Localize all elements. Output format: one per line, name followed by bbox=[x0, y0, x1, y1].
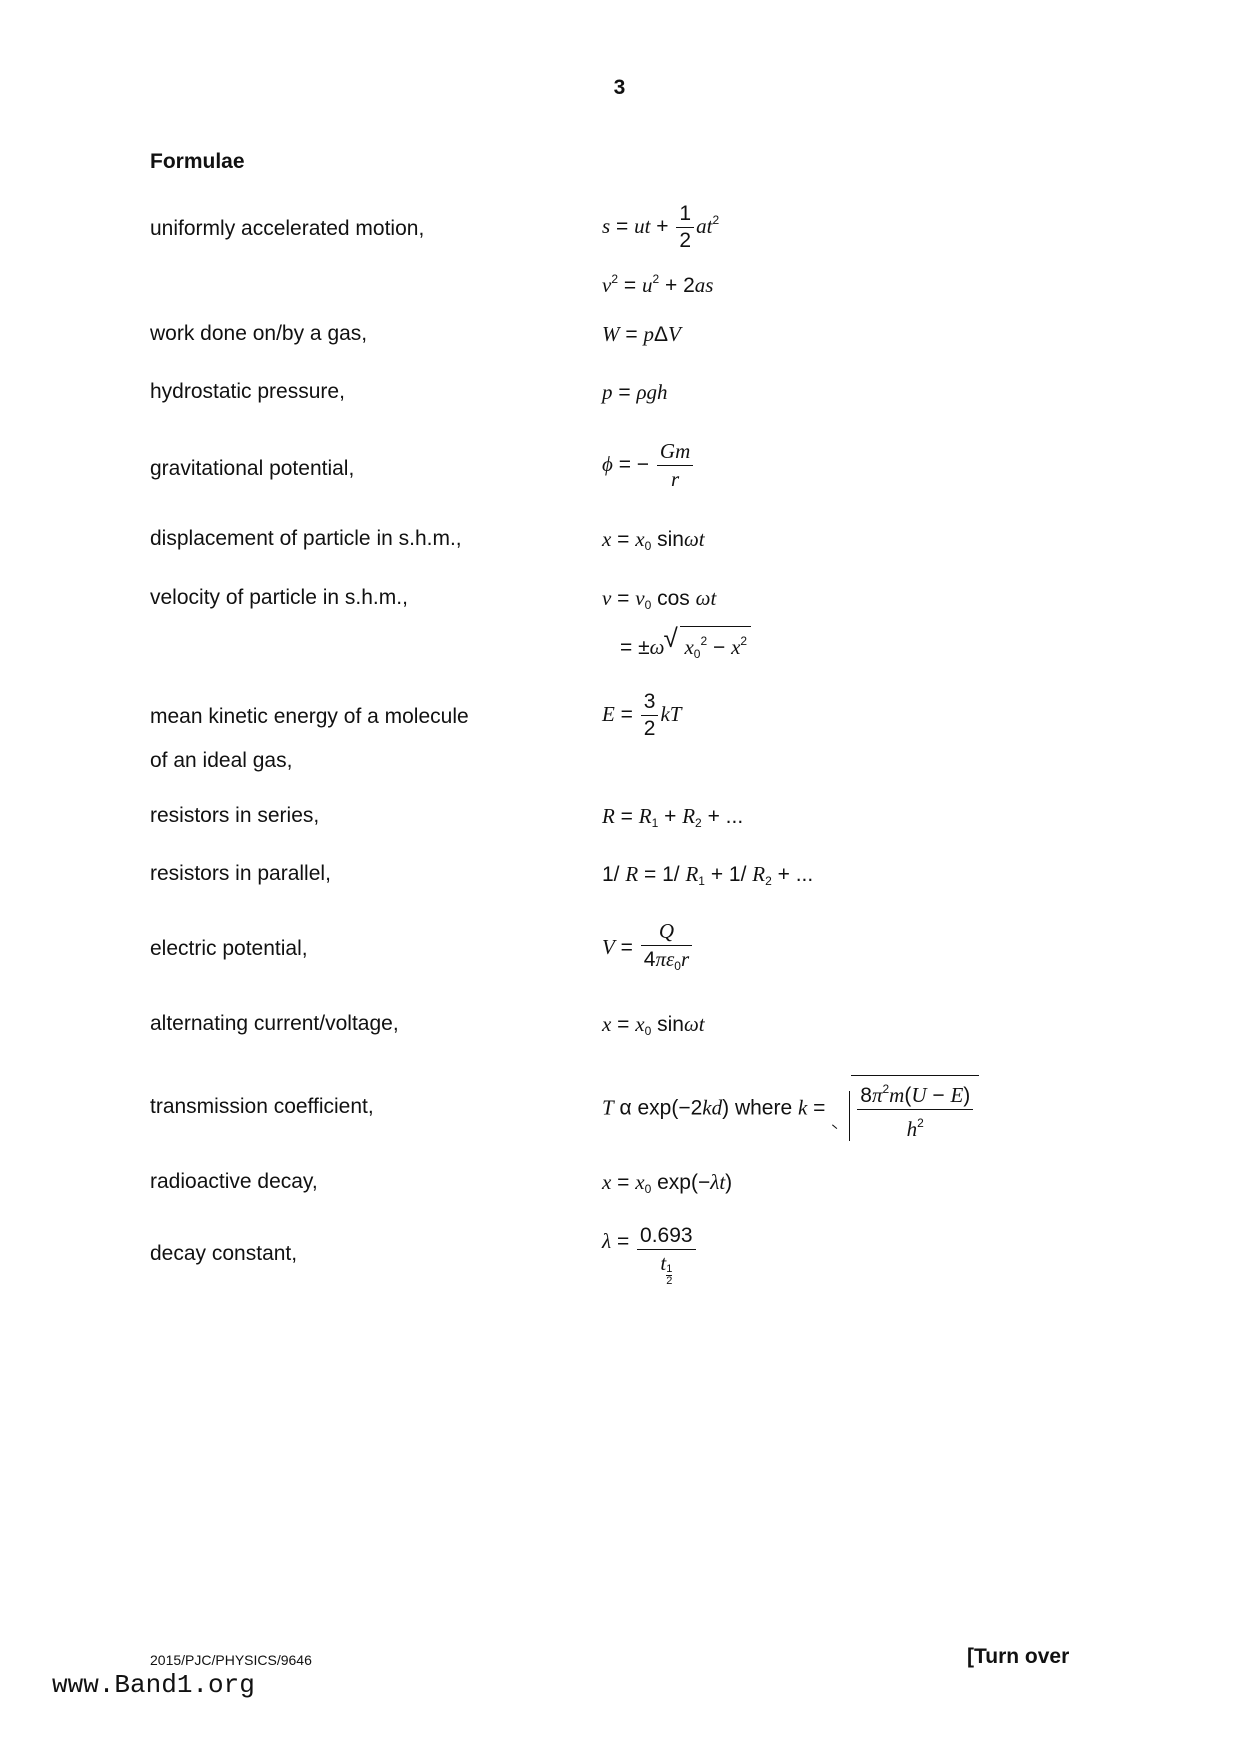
formula-label: gravitational potential, bbox=[150, 457, 355, 480]
formula-label: resistors in parallel, bbox=[150, 862, 331, 885]
turn-over-text: [Turn over bbox=[967, 1645, 1070, 1668]
formula-hydrostatic: p = ρgh bbox=[602, 380, 668, 404]
formula-transmission: T α exp(−2kd) where k = $\frac{8\pi^2m(U - E)}{h^2}$ bbox=[602, 1075, 979, 1143]
formula-label: of an ideal gas, bbox=[150, 749, 293, 772]
formula-label: hydrostatic pressure, bbox=[150, 380, 345, 403]
section-heading: Formulae bbox=[150, 150, 245, 173]
formula-label: mean kinetic energy of a molecule bbox=[150, 705, 469, 728]
formula-label: uniformly accelerated motion, bbox=[150, 217, 425, 240]
formula-label: radioactive decay, bbox=[150, 1170, 318, 1193]
formula-decay-constant: λ = 0.693 t $\frac{1}{2}$ bbox=[602, 1223, 698, 1287]
decay-numerator: 0.693 bbox=[637, 1223, 696, 1250]
page-number: 3 bbox=[613, 76, 626, 99]
formula-kinetic: E = $\frac{3}{2}$ kT bbox=[602, 690, 682, 740]
formula-motion-1: s = ut + $\frac{1}{2}$ $at^2$ bbox=[602, 202, 720, 252]
formula-label: alternating current/voltage, bbox=[150, 1012, 399, 1035]
formula-motion-2: $v^2 = u^2 + 2as$ bbox=[602, 272, 714, 297]
where-text: where bbox=[734, 1096, 793, 1120]
formula-label: work done on/by a gas, bbox=[150, 322, 368, 345]
formula-elec-pot: V = $\frac{Q}{4\pi\varepsilon_0r}$ bbox=[602, 918, 694, 979]
formula-label: velocity of particle in s.h.m., bbox=[150, 586, 408, 609]
formula-gas-work: W = pΔV bbox=[602, 322, 681, 346]
formula-label: transmission coefficient, bbox=[150, 1095, 374, 1118]
formula-radioactive: $x = x_0$ exp(−λt) bbox=[602, 1170, 733, 1196]
formula-label: resistors in series, bbox=[150, 804, 320, 827]
formula-shm-vel-2: = ±ω√ $x_0^2 - x^2$ bbox=[620, 626, 751, 668]
formula-ac: $x = x_0$ sinωt bbox=[602, 1012, 705, 1038]
formula-label: displacement of particle in s.h.m., bbox=[150, 527, 462, 550]
formula-series: $R = R_1 + R_2$ + ... bbox=[602, 804, 744, 830]
footer-document-code: 2015/PJC/PHYSICS/9646 bbox=[150, 1652, 312, 1668]
formula-parallel: 1/ R = 1/ $R_1 + 1/$ $R_2$ + ... bbox=[602, 862, 814, 888]
watermark-url: www.Band1.org bbox=[52, 1670, 255, 1700]
formula-label: decay constant, bbox=[150, 1242, 298, 1265]
formula-shm-disp: $x = x_0$ sinωt bbox=[602, 527, 705, 553]
formula-grav: ϕ = − $\frac{Gm}{r}$ bbox=[602, 438, 695, 493]
formula-shm-vel-1: $v = v_0$ cos ωt bbox=[602, 586, 717, 612]
formula-label: electric potential, bbox=[150, 937, 308, 960]
